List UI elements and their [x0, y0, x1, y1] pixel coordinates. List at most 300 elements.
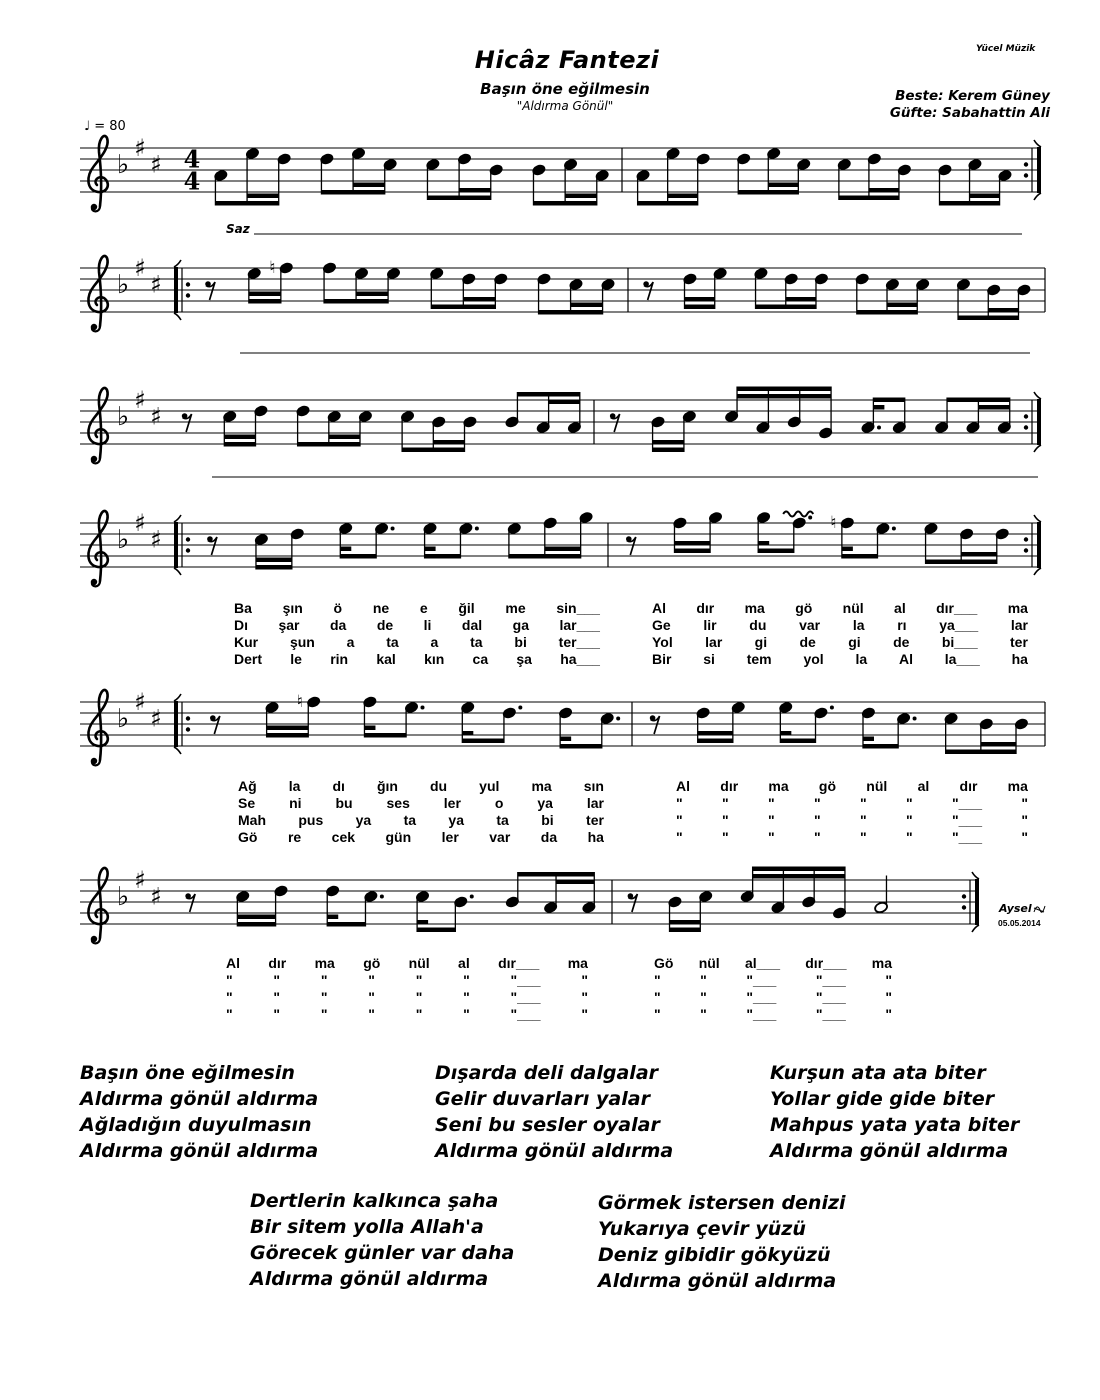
lyric-syllable: " — [226, 972, 233, 988]
eighth-rest — [610, 413, 620, 432]
lyric-syllable: " — [885, 972, 892, 988]
note-group — [756, 511, 813, 553]
lyric-syllable: lar___ — [559, 617, 600, 633]
beam — [556, 880, 594, 885]
lyric-syllable: " — [1021, 795, 1028, 811]
signature-scribble-icon — [1034, 906, 1045, 912]
eighth-rest — [182, 413, 192, 432]
beam — [638, 201, 698, 206]
lyric-syllable: ma — [531, 778, 552, 794]
stanza-line: Yollar gide gide biter — [770, 1088, 995, 1110]
lyric-syllable: Bir — [652, 651, 672, 667]
lyric-syllable: " — [415, 989, 423, 1005]
beam — [780, 739, 815, 744]
stanza-line: Ağladığın duyulmasın — [80, 1114, 312, 1136]
beam — [857, 310, 917, 315]
stanza-line: Başın öne eğilmesin — [80, 1062, 295, 1084]
lyric-syllable: Al — [226, 955, 240, 971]
note-group — [672, 511, 722, 553]
lyric-syllable: " — [906, 795, 913, 811]
lyric-syllable: lar — [705, 634, 723, 650]
lyric-syllable: var — [799, 617, 821, 633]
lyric-syllable: lir — [703, 617, 717, 633]
lyric-syllable: ler — [441, 829, 459, 845]
lyric-syllable: ne — [372, 600, 390, 616]
note-group — [740, 867, 847, 920]
lyric-syllable: " — [320, 1006, 328, 1022]
lyric-syllable: "___ — [815, 989, 846, 1005]
lyric-syllable: " — [654, 972, 661, 988]
lyric-syllable: dır — [959, 778, 978, 794]
lyric-syllable: Ba — [234, 600, 252, 616]
stanza-3 — [770, 1060, 1019, 1164]
treble-clef-icon — [88, 868, 107, 943]
flat-sign: ♭ — [116, 882, 130, 912]
dot — [391, 527, 395, 531]
treble-clef-icon — [88, 256, 107, 331]
lyric-syllable: " — [273, 1006, 281, 1022]
time-signature-digit: 4 — [183, 166, 201, 196]
beam — [364, 726, 375, 731]
lyric-syllable: nül — [866, 778, 888, 794]
beam — [431, 305, 495, 310]
lyric-line — [238, 812, 604, 828]
stanza-line: Bir sitem yolla Allah'a — [250, 1216, 484, 1238]
dot — [616, 717, 620, 721]
lyric-syllable: " — [722, 812, 729, 828]
lyric-syllable: bi — [541, 812, 554, 828]
treble-clef-icon — [88, 136, 107, 211]
lyric-syllable: Yol — [652, 634, 673, 650]
beam — [327, 922, 365, 927]
lyric-line — [238, 795, 604, 811]
beam — [356, 292, 388, 297]
trill-ornament-icon — [783, 512, 813, 517]
lyric-syllable: " — [273, 972, 281, 988]
lyric-line — [676, 812, 1028, 828]
beam — [737, 394, 831, 399]
beam — [417, 928, 455, 933]
note-group — [505, 392, 582, 434]
lyric-syllable: "___ — [746, 989, 777, 1005]
lyric-line — [234, 617, 600, 633]
lyric-syllable: " — [273, 989, 281, 1005]
composer-credit: Beste: Kerem Güney — [895, 88, 1050, 104]
note-group — [531, 158, 609, 205]
lyric-line — [676, 795, 1028, 811]
lyric-line — [652, 651, 1028, 667]
lyric-syllable: ma — [567, 955, 588, 971]
lyric-syllable: Ağ — [238, 778, 257, 794]
lyric-syllable: rı — [897, 617, 907, 633]
lyric-syllable: de — [376, 617, 394, 633]
stanza-line: Dışarda deli dalgalar — [435, 1062, 659, 1084]
beam — [926, 560, 997, 565]
lyric-syllable: dır — [696, 600, 715, 616]
lyric-syllable: " — [581, 989, 588, 1005]
beam — [364, 733, 406, 738]
stanza-line: Kurşun ata ata biter — [770, 1062, 986, 1084]
beam — [267, 726, 309, 731]
beam — [756, 305, 816, 310]
lyric-syllable: ter — [586, 812, 604, 828]
beam — [670, 920, 701, 925]
lyric-syllable: kal — [376, 651, 396, 667]
lyric-syllable: ni — [289, 795, 302, 811]
note-group — [651, 410, 697, 452]
note-group — [778, 701, 834, 743]
note-group — [696, 701, 746, 743]
lyric-syllable: ter___ — [558, 634, 600, 650]
beam — [340, 547, 351, 552]
lyric-syllable: ma — [768, 778, 789, 794]
note-group — [400, 410, 477, 452]
dot — [421, 706, 425, 710]
beam — [668, 194, 698, 199]
lyric-syllable: ses — [386, 795, 410, 811]
lyric-syllable: ta — [403, 812, 417, 828]
lyric-syllable: " — [700, 972, 707, 988]
lyric-syllable: gi — [848, 634, 861, 650]
lyric-syllable: da — [330, 617, 347, 633]
beam — [863, 737, 874, 742]
flat-sign: ♭ — [116, 150, 130, 180]
beam — [839, 196, 899, 201]
note-group — [754, 267, 829, 309]
beam — [685, 305, 715, 310]
half-note-head — [874, 901, 889, 914]
stanza-2 — [435, 1060, 673, 1164]
stanza-line: Seni bu sesler oyalar — [435, 1114, 660, 1136]
lyric-syllable: ma — [871, 955, 892, 971]
beam — [427, 196, 490, 201]
lyric-line — [652, 634, 1028, 650]
lyric-syllable: tem — [746, 651, 772, 667]
lyric-line — [234, 634, 600, 650]
sharp-sign: ♯ — [134, 254, 146, 282]
staff-6 — [80, 866, 979, 943]
lyric-line — [238, 778, 604, 794]
note-group — [265, 692, 321, 738]
beam — [224, 435, 255, 440]
beam — [685, 297, 715, 302]
lyric-syllable: "___ — [510, 972, 541, 988]
beam — [267, 733, 309, 738]
eighth-rest — [643, 281, 653, 300]
lyric-syllable: " — [814, 812, 821, 828]
lyric-syllable: Gö — [654, 955, 674, 971]
lyric-syllable: " — [906, 812, 913, 828]
stanza-line: Görecek günler var daha — [250, 1242, 515, 1264]
lyric-syllable: li — [423, 617, 432, 633]
lyric-syllable: gi — [754, 634, 768, 650]
lyric-syllable: bu — [335, 795, 353, 811]
lyric-syllable: " — [768, 812, 775, 828]
lyric-syllable: de — [893, 634, 910, 650]
lyric-syllable: Dı — [234, 617, 248, 633]
beam — [970, 194, 1000, 199]
note-group — [460, 701, 522, 743]
staff-5 — [80, 688, 1045, 765]
lyric-line — [652, 617, 1028, 633]
lyric-syllable: lar — [1010, 617, 1028, 633]
lyric-syllable: "___ — [952, 829, 982, 845]
lyric-syllable: " — [320, 972, 328, 988]
lyric-syllable: " — [463, 972, 470, 988]
lyric-syllable: ga — [512, 617, 529, 633]
beam — [786, 297, 816, 302]
flat-sign: ♭ — [116, 270, 130, 300]
lyric-syllable: ler — [443, 795, 461, 811]
lyric-syllable: dır — [268, 955, 287, 971]
lyric-syllable: dır — [720, 778, 739, 794]
stanza-line: Aldırma gönül aldırma — [770, 1140, 1009, 1162]
time-signature-digit: 4 — [183, 144, 201, 174]
beam — [653, 440, 684, 445]
lyric-syllable: ya___ — [939, 617, 979, 633]
lyric-line — [654, 972, 892, 988]
natural-sign: ♮ — [830, 513, 837, 533]
note-group — [861, 398, 907, 434]
tempo-marking: ♩ = 80 — [84, 119, 126, 134]
stanza-line: Aldırma gönül aldırma — [80, 1140, 319, 1162]
sharp-sign: ♯ — [150, 402, 162, 431]
dot — [892, 527, 896, 531]
dot — [830, 706, 834, 710]
note-group — [213, 147, 291, 205]
dot — [808, 516, 812, 520]
eighth-rest — [205, 281, 215, 300]
beam — [947, 398, 1010, 403]
lyric-syllable: de — [799, 634, 816, 650]
stanza-line: Deniz gibidir gökyüzü — [598, 1244, 831, 1266]
lyric-line — [226, 1006, 588, 1022]
lyric-syllable: lar — [586, 795, 604, 811]
beam — [237, 915, 275, 920]
lyric-line — [234, 651, 600, 667]
beam — [298, 442, 360, 447]
lyric-syllable: ha___ — [560, 651, 600, 667]
sharp-sign: ♯ — [150, 270, 162, 299]
beam — [674, 541, 710, 546]
eighth-rest — [628, 893, 638, 912]
beam — [459, 188, 491, 193]
staff-3 — [80, 386, 1041, 463]
beam — [753, 874, 845, 879]
lyric-syllable: yol — [803, 651, 824, 667]
lyric-syllable: bi — [514, 634, 527, 650]
beam — [758, 549, 794, 554]
signature-date: 05.05.2014 — [998, 918, 1041, 928]
lyric-syllable: "___ — [815, 1006, 846, 1022]
lyric-syllable: " — [722, 795, 729, 811]
lyric-syllable: Al — [652, 600, 666, 616]
flat-sign: ♭ — [116, 525, 130, 555]
lyric-syllable: " — [654, 989, 661, 1005]
lyric-syllable: şar — [278, 617, 300, 633]
beam — [873, 405, 884, 410]
lyric-syllable: dal — [461, 617, 483, 633]
lyric-syllable: ya — [537, 795, 553, 811]
lyric-line — [226, 972, 588, 988]
note-group — [924, 522, 1010, 564]
flat-sign: ♭ — [116, 704, 130, 734]
lyric-syllable: gö — [363, 955, 381, 971]
lyric-syllable: " — [415, 972, 423, 988]
note-group — [636, 147, 711, 205]
beam — [517, 392, 579, 397]
eighth-rest — [210, 715, 220, 734]
lyric-syllable: dır___ — [936, 600, 978, 616]
beam — [247, 194, 279, 199]
lyric-syllable: ta — [496, 812, 509, 828]
lyric-syllable: da — [540, 829, 558, 845]
lyric-syllable: ma — [314, 955, 335, 971]
lyric-syllable: "___ — [510, 1006, 541, 1022]
lyric-syllable: du — [749, 617, 767, 633]
beam — [780, 731, 791, 736]
lyric-syllable: ma — [744, 600, 765, 616]
lyric-syllable: " — [226, 1006, 233, 1022]
lyric-syllable: Se — [238, 795, 256, 811]
lyric-syllable: rin — [330, 651, 349, 667]
lyric-syllable: kın — [424, 651, 445, 667]
note-group — [944, 712, 1029, 754]
lyric-syllable: la___ — [944, 651, 980, 667]
beam — [958, 316, 1018, 321]
lyric-syllable: ğil — [458, 600, 475, 616]
lyric-syllable: Gö — [238, 829, 258, 845]
stanza-5 — [598, 1190, 846, 1294]
sharp-sign: ♯ — [150, 704, 162, 733]
lyric-syllable: nül — [842, 600, 864, 616]
lyric-syllable: al — [894, 600, 906, 616]
lyric-syllable: " — [654, 1006, 661, 1022]
lyric-syllable: " — [722, 829, 729, 845]
lyric-syllable: " — [581, 972, 588, 988]
lyric-syllable: " — [676, 829, 683, 845]
lyric-syllable: " — [676, 812, 683, 828]
lyric-line — [234, 600, 600, 616]
lyric-line — [676, 778, 1028, 794]
beam — [549, 400, 580, 405]
note-group — [423, 522, 479, 558]
lyric-syllable: al___ — [744, 955, 780, 971]
beam — [215, 201, 278, 206]
lyric-syllable: ter — [1010, 634, 1028, 650]
beam — [946, 750, 1016, 755]
lyric-syllable: " — [463, 989, 470, 1005]
note-group — [837, 153, 912, 200]
sharp-sign: ♯ — [150, 150, 162, 179]
sharp-sign: ♯ — [134, 509, 146, 537]
beam — [873, 398, 904, 403]
note-group — [505, 872, 596, 914]
beam — [509, 554, 581, 559]
lyric-syllable: " — [860, 795, 867, 811]
staff-1 — [80, 134, 1041, 211]
lyric-syllable: " — [368, 989, 375, 1005]
beam — [565, 194, 597, 199]
beam — [698, 731, 733, 736]
beam — [433, 440, 464, 445]
beam — [256, 565, 292, 570]
lyric-syllable: " — [226, 989, 233, 1005]
lyric-line — [238, 829, 604, 845]
lyric-syllable: " — [463, 1006, 470, 1022]
beam — [324, 299, 388, 304]
beam — [462, 731, 473, 736]
dot — [380, 895, 384, 899]
dot — [475, 527, 479, 531]
beam — [961, 552, 997, 557]
beam — [842, 554, 878, 559]
note-group — [934, 398, 1011, 434]
lyric-syllable: dır___ — [498, 955, 540, 971]
beam — [545, 547, 581, 552]
lyric-syllable: le — [290, 651, 302, 667]
lyric-syllable: ğın — [376, 778, 398, 794]
lyric-syllable: " — [906, 829, 913, 845]
note-group — [736, 147, 811, 194]
note-group — [830, 513, 896, 559]
beam — [249, 299, 281, 304]
lyric-syllable: sin___ — [556, 600, 600, 616]
lyric-syllable: "___ — [510, 989, 541, 1005]
lyric-syllable: " — [768, 829, 775, 845]
beam — [753, 867, 845, 872]
beam — [698, 739, 733, 744]
sharp-sign: ♯ — [134, 688, 146, 716]
beam — [327, 915, 338, 920]
lyric-syllable: ya — [448, 812, 464, 828]
stanza-line: Mahpus yata yata biter — [770, 1114, 1020, 1136]
stanza-line: Gelir duvarları yalar — [435, 1088, 650, 1110]
stanza-line: Görmek istersen denizi — [598, 1192, 846, 1214]
piece-title: Hicâz Fantezi — [474, 46, 660, 74]
lyric-syllable: " — [320, 989, 328, 1005]
beam — [737, 387, 831, 392]
beam — [738, 190, 798, 195]
beam — [674, 549, 710, 554]
lyric-syllable: nül — [408, 955, 430, 971]
beam — [237, 922, 275, 927]
lyric-syllable: " — [700, 1006, 707, 1022]
stanza-line: Aldırma gönül aldırma — [435, 1140, 674, 1162]
note-group — [956, 278, 1031, 320]
note-group — [425, 153, 503, 200]
lyric-syllable: " — [1021, 829, 1028, 845]
eighth-rest — [207, 536, 217, 555]
lyric-syllable: Al — [898, 651, 913, 667]
beam — [353, 183, 385, 188]
beam — [533, 201, 596, 206]
note-group — [874, 876, 889, 914]
beam — [256, 558, 292, 563]
lyric-syllable: Kur — [234, 634, 259, 650]
lyric-line — [676, 829, 1028, 845]
stanza-line: Yukarıya çevir yüzü — [598, 1218, 806, 1240]
lyric-line — [654, 1006, 892, 1022]
lyric-syllable: ö — [333, 600, 343, 616]
lyric-syllable: pus — [298, 812, 324, 828]
lyric-syllable: " — [860, 829, 867, 845]
lyric-syllable: "___ — [815, 972, 846, 988]
beam — [249, 292, 281, 297]
staff-4 — [80, 509, 1041, 586]
lyric-syllable: dı — [332, 778, 345, 794]
lyric-syllable: "___ — [952, 812, 982, 828]
